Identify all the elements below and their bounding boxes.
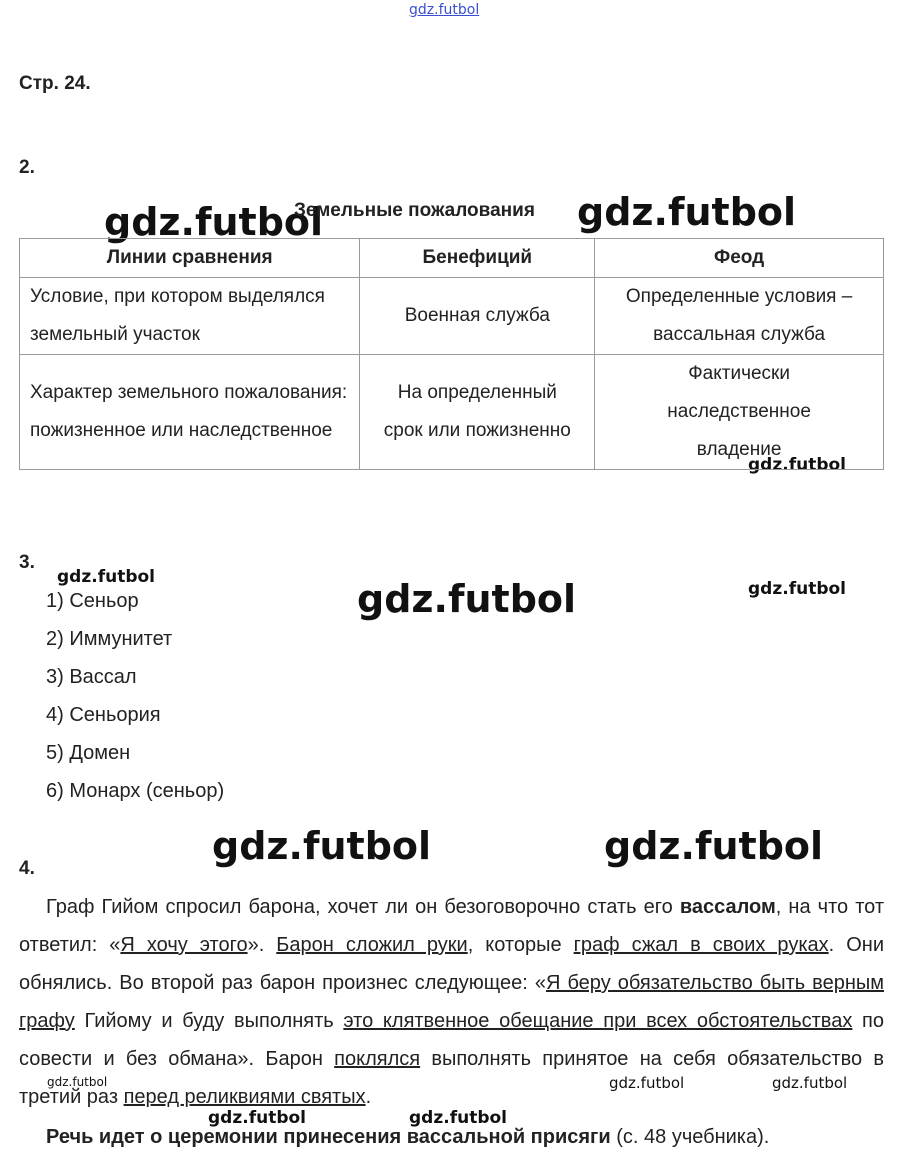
watermark: gdz.futbol [357, 577, 577, 621]
watermark: gdz.futbol [609, 1074, 685, 1092]
table-header-cell: Феод [595, 239, 884, 278]
list-item: 6) Монарх (сеньор) [46, 780, 225, 802]
watermark: gdz.futbol [104, 200, 324, 244]
watermark: gdz.futbol [47, 1075, 108, 1089]
list-item: 1) Сеньор [46, 590, 139, 612]
table-cell: Условие, при котором выделялся земельный участок [20, 278, 360, 355]
watermark: gdz.futbol [208, 1108, 306, 1128]
table-cell: На определенный срок или пожизненно [360, 355, 595, 470]
list-item: 4) Сеньория [46, 704, 161, 726]
list-item: 5) Домен [46, 742, 131, 764]
table-row [20, 278, 884, 355]
underlined-phrase: граф сжал в своих руках [573, 934, 829, 956]
underlined-phrase: Барон сложил руки [276, 934, 468, 956]
task-4-number: 4. [19, 858, 35, 879]
underlined-phrase: поклялся [334, 1048, 421, 1070]
table-header-row [20, 239, 884, 278]
list-item: 3) Вассал [46, 666, 137, 688]
table-row [20, 355, 884, 470]
list-item: 2) Иммунитет [46, 628, 173, 650]
table-cell: Военная служба [360, 278, 595, 355]
comparison-table [19, 238, 884, 470]
underlined-phrase: это клятвенное обещание при всех обстоятельствах [343, 1010, 853, 1032]
task-4-text: Граф Гийом спросил барона, хочет ли он безоговорочно стать его вассалом, на что тот ответил: «Я хочу этого». Барон сложил руки, которые граф сжал в своих руках. Они обнялись. Во второй раз барон произнес следующее: «Я беру обязательство быть верным графу Гийому и буду выполнять это клятвенное обещание при всех обстоятельствах по совести и без обмана». Барон поклялся выполнять принятое на себя обязательство в третий раз перед реликвиями святых. [19, 896, 885, 1108]
watermark: gdz.futbol [409, 1108, 507, 1128]
task-3-number: 3. [19, 552, 35, 573]
watermark: gdz.futbol [772, 1074, 848, 1092]
watermark: gdz.futbol [748, 455, 846, 475]
table-title: Земельные пожалования [294, 200, 535, 221]
table-header-cell: Линии сравнения [20, 239, 360, 278]
underlined-phrase: перед реликвиями святых [123, 1086, 366, 1108]
watermark: gdz.futbol [212, 824, 432, 868]
page-label: Стр. 24. [19, 73, 91, 94]
task-4-conclusion: Речь идет о церемонии принесения вассальной присяги (с. 48 учебника). [46, 1126, 770, 1148]
watermark: gdz.futbol [604, 824, 824, 868]
table-header-cell: Бенефиций [360, 239, 595, 278]
underlined-phrase: Я хочу этого [120, 934, 248, 956]
watermark: gdz.futbol [748, 579, 846, 599]
watermark-top: gdz.futbol [409, 2, 480, 18]
bold-term: вассалом [679, 896, 776, 918]
underlined-phrase: Я беру обязательство быть верным графу [19, 972, 884, 1032]
task-2-number: 2. [19, 157, 35, 178]
table-cell: Характер земельного пожалования: пожизненное или наследственное [20, 355, 360, 470]
table-cell: Определенные условия – вассальная служба [595, 278, 884, 355]
table-cell: Фактически наследственное владение [595, 355, 884, 470]
answer-list [46, 582, 224, 810]
watermark: gdz.futbol [57, 567, 155, 587]
watermark: gdz.futbol [577, 190, 797, 234]
